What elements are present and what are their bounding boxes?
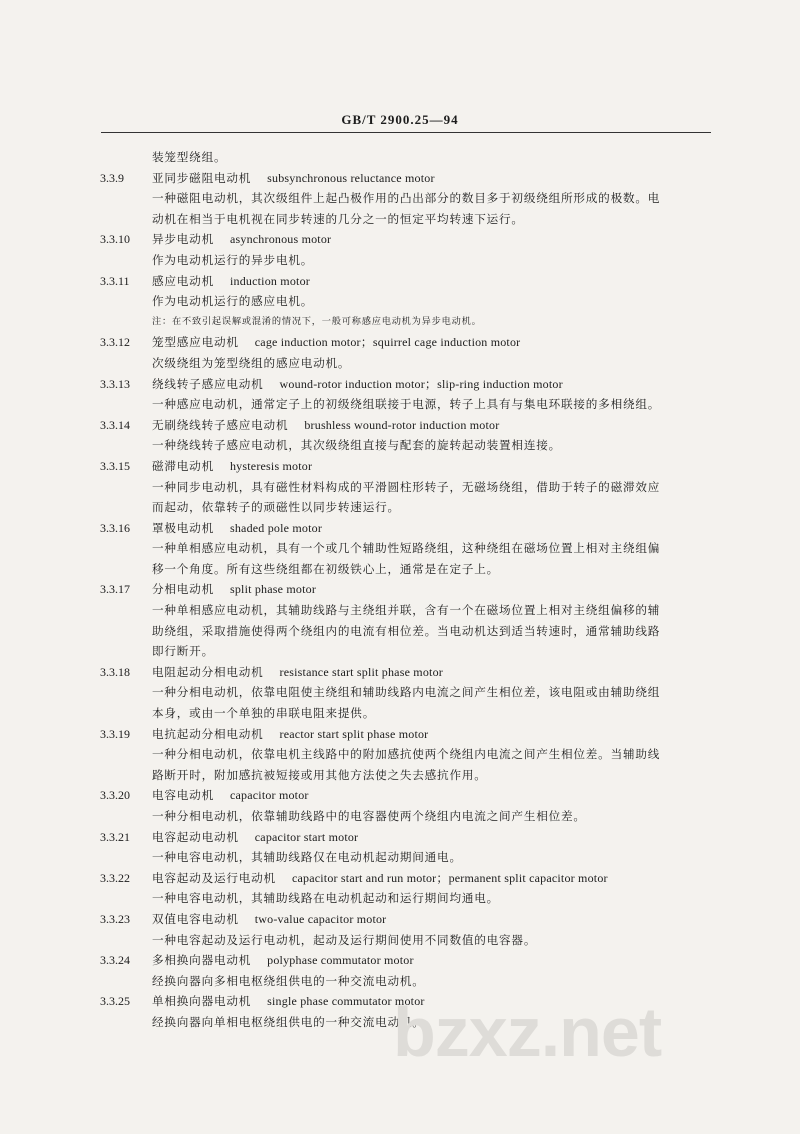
term-title	[152, 785, 309, 806]
term-title	[152, 579, 316, 600]
term-english: subsynchronous reluctance motor	[267, 170, 435, 185]
term-english: polyphase commutator motor	[267, 953, 414, 968]
term-entry	[0, 724, 800, 745]
page-header-standard-code: GB/T 2900.25—94	[341, 112, 459, 127]
term-entry	[0, 229, 800, 250]
term-number: 3.3.14	[100, 417, 130, 432]
definition-text: 一种感应电动机，通常定子上的初级绕组联接于电源，转子上具有与集电环联接的多相绕组。	[152, 397, 661, 412]
definition-text: 一种分相电动机，依靠电阻使主绕组和辅助线路内电流之间产生相位差，该电阻或由辅助绕组	[152, 685, 661, 700]
term-entry	[0, 950, 800, 971]
term-chinese: 电抗起动分相电动机	[152, 726, 264, 741]
term-chinese: 绕线转子感应电动机	[152, 376, 264, 391]
term-title	[152, 374, 563, 395]
definition-line	[0, 806, 800, 827]
definition-text: 一种电容电动机，其辅助线路仅在电动机起动期间通电。	[152, 850, 462, 865]
definition-text: 一种电容起动及运行电动机，起动及运行期间使用不同数值的电容器。	[152, 932, 537, 947]
term-chinese: 无刷绕线转子感应电动机	[152, 417, 289, 432]
term-entry	[0, 868, 800, 889]
term-title	[152, 724, 428, 745]
definition-line	[0, 435, 800, 456]
definition-line	[0, 291, 800, 312]
term-number: 3.3.21	[100, 829, 130, 844]
term-number: 3.3.22	[100, 870, 130, 885]
definition-line	[0, 765, 800, 786]
term-number: 3.3.13	[100, 376, 130, 391]
term-chinese: 电容起动电动机	[152, 829, 239, 844]
term-number: 3.3.17	[100, 582, 130, 597]
header-rule	[101, 132, 711, 133]
term-number: 3.3.11	[100, 273, 130, 288]
definition-line	[0, 209, 800, 230]
term-entry	[0, 415, 800, 436]
term-entry	[0, 909, 800, 930]
term-english: split phase motor	[229, 582, 317, 597]
term-english: shaded pole motor	[229, 520, 323, 535]
term-title	[152, 229, 331, 250]
term-english: capacitor start and run motor；permanent split capacitor motor	[291, 870, 608, 885]
term-english: resistance start split phase motor	[279, 664, 443, 679]
definition-line	[0, 621, 800, 642]
note-line	[0, 312, 800, 333]
term-chinese: 电容起动及运行电动机	[152, 870, 276, 885]
term-entry	[0, 827, 800, 848]
term-english: cage induction motor；squirrel cage induction motor	[254, 335, 521, 350]
term-english: single phase commutator motor	[267, 994, 425, 1009]
definition-line	[0, 250, 800, 271]
term-entry	[0, 518, 800, 539]
term-number: 3.3.16	[100, 520, 130, 535]
term-title	[152, 991, 425, 1012]
term-title	[152, 415, 499, 436]
term-chinese: 双值电容电动机	[152, 911, 239, 926]
term-chinese: 电阻起动分相电动机	[152, 664, 264, 679]
term-entry	[0, 168, 800, 189]
term-number: 3.3.20	[100, 788, 130, 803]
term-title	[152, 950, 414, 971]
definition-text: 移一个角度。所有这些绕组都在初级铁心上，通常是在定子上。	[152, 561, 500, 576]
term-number: 3.3.12	[100, 335, 130, 350]
definition-text: 次级绕组为笼型绕组的感应电动机。	[152, 355, 351, 370]
definition-line	[0, 641, 800, 662]
definition-line	[0, 930, 800, 951]
definition-text: 本身，或由一个单独的串联电阻来提供。	[152, 706, 376, 721]
definition-text: 经换向器向单相电枢绕组供电的一种交流电动机。	[152, 1014, 425, 1029]
definition-text: 一种电容电动机，其辅助线路在电动机起动和运行期间均通电。	[152, 891, 500, 906]
definition-text: 而起动，依靠转子的顽磁性以同步转速运行。	[152, 500, 400, 515]
definition-text: 一种分相电动机，依靠辅助线路中的电容器使两个绕组内电流之间产生相位差。	[152, 809, 586, 823]
term-chinese: 异步电动机	[152, 232, 214, 247]
term-number: 3.3.18	[100, 664, 130, 679]
term-entry	[0, 662, 800, 683]
definition-text: 经换向器向多相电枢绕组供电的一种交流电动机。	[152, 973, 425, 988]
term-number: 3.3.15	[100, 458, 130, 473]
definition-line	[0, 538, 800, 559]
definition-line	[0, 744, 800, 765]
term-title	[152, 168, 435, 189]
definition-line	[0, 559, 800, 580]
term-title	[152, 827, 358, 848]
definition-line	[0, 971, 800, 992]
term-entry	[0, 332, 800, 353]
term-entry	[0, 271, 800, 292]
term-english: reactor start split phase motor	[279, 726, 429, 741]
definition-text: 作为电动机运行的感应电机。	[152, 294, 314, 309]
term-title	[152, 456, 312, 477]
term-title	[152, 271, 310, 292]
term-number: 3.3.9	[100, 170, 124, 185]
term-english: asynchronous motor	[229, 232, 332, 247]
term-title	[152, 662, 443, 683]
definition-line	[0, 703, 800, 724]
term-chinese: 亚同步磁阻电动机	[152, 170, 252, 185]
definition-line	[0, 188, 800, 209]
term-title	[152, 332, 520, 353]
term-title	[152, 868, 608, 889]
watermark: bzxz.net	[393, 993, 662, 1071]
term-title	[152, 909, 386, 930]
definition-text: 一种单相感应电动机，具有一个或几个辅助性短路绕组，这种绕组在磁场位置上相对主绕组偏	[152, 541, 661, 556]
term-chinese: 电容电动机	[152, 788, 214, 803]
term-entry	[0, 374, 800, 395]
term-english: brushless wound-rotor induction motor	[304, 417, 500, 432]
term-entry	[0, 579, 800, 600]
term-english: hysteresis motor	[229, 458, 313, 473]
note-text: 注：在不致引起误解或混淆的情况下，一般可称感应电动机为异步电动机。	[152, 315, 482, 327]
definition-text: 一种单相感应电动机，其辅助线路与主绕组并联，含有一个在磁场位置上相对主绕组偏移的辅	[152, 603, 661, 618]
definition-line	[0, 353, 800, 374]
term-english: capacitor motor	[229, 788, 309, 803]
definition-text: 动机在相当于电机视在同步转速的几分之一的恒定平均转速下运行。	[152, 211, 524, 226]
definition-text: 即行断开。	[152, 644, 214, 659]
definition-text: 助绕组，采取措施使得两个绕组内的电流有相位差。当电动机达到适当转速时，通常辅助线路	[152, 623, 661, 638]
definition-line	[0, 888, 800, 909]
term-chinese: 磁滞电动机	[152, 458, 214, 473]
term-chinese: 多相换向器电动机	[152, 953, 252, 968]
term-chinese: 分相电动机	[152, 582, 214, 597]
definition-line	[0, 477, 800, 498]
definition-text: 一种绕线转子感应电动机，其次级绕组直接与配套的旋转起动装置相连接。	[152, 438, 561, 453]
term-english: capacitor start motor	[254, 829, 359, 844]
term-entry	[0, 456, 800, 477]
definition-text: 作为电动机运行的异步电机。	[152, 252, 314, 267]
definition-text: 路断开时，附加感抗被短接或用其他方法使之失去感抗作用。	[152, 767, 487, 782]
term-chinese: 笼型感应电动机	[152, 335, 239, 350]
term-number: 3.3.24	[100, 953, 130, 968]
definition-text: 一种同步电动机，具有磁性材料构成的平滑圆柱形转子，无磁场绕组，借助于转子的磁滞效应	[152, 479, 661, 494]
term-title	[152, 518, 322, 539]
term-chinese: 单相换向器电动机	[152, 994, 252, 1009]
term-number: 3.3.25	[100, 994, 130, 1009]
definition-line	[0, 682, 800, 703]
definition-line	[0, 147, 800, 168]
definition-text: 装笼型绕组。	[152, 150, 227, 164]
term-chinese: 感应电动机	[152, 273, 214, 288]
definition-text: 一种磁阻电动机，其次级组件上起凸极作用的凸出部分的数目多于初级绕组所形成的极数。电	[152, 191, 661, 206]
term-english: wound-rotor induction motor；slip-ring induction motor	[279, 376, 563, 391]
term-number: 3.3.23	[100, 911, 130, 926]
term-english: two-value capacitor motor	[254, 911, 387, 926]
definition-line	[0, 497, 800, 518]
definition-line	[0, 600, 800, 621]
definition-line	[0, 394, 800, 415]
definition-text: 一种分相电动机，依靠电机主线路中的附加感抗使两个绕组内电流之间产生相位差。当辅助线	[152, 747, 661, 762]
document-body	[0, 147, 800, 1033]
term-entry	[0, 785, 800, 806]
definition-line	[0, 847, 800, 868]
term-number: 3.3.19	[100, 726, 130, 741]
term-number: 3.3.10	[100, 232, 130, 247]
term-chinese: 罩极电动机	[152, 520, 214, 535]
term-english: induction motor	[229, 273, 310, 288]
